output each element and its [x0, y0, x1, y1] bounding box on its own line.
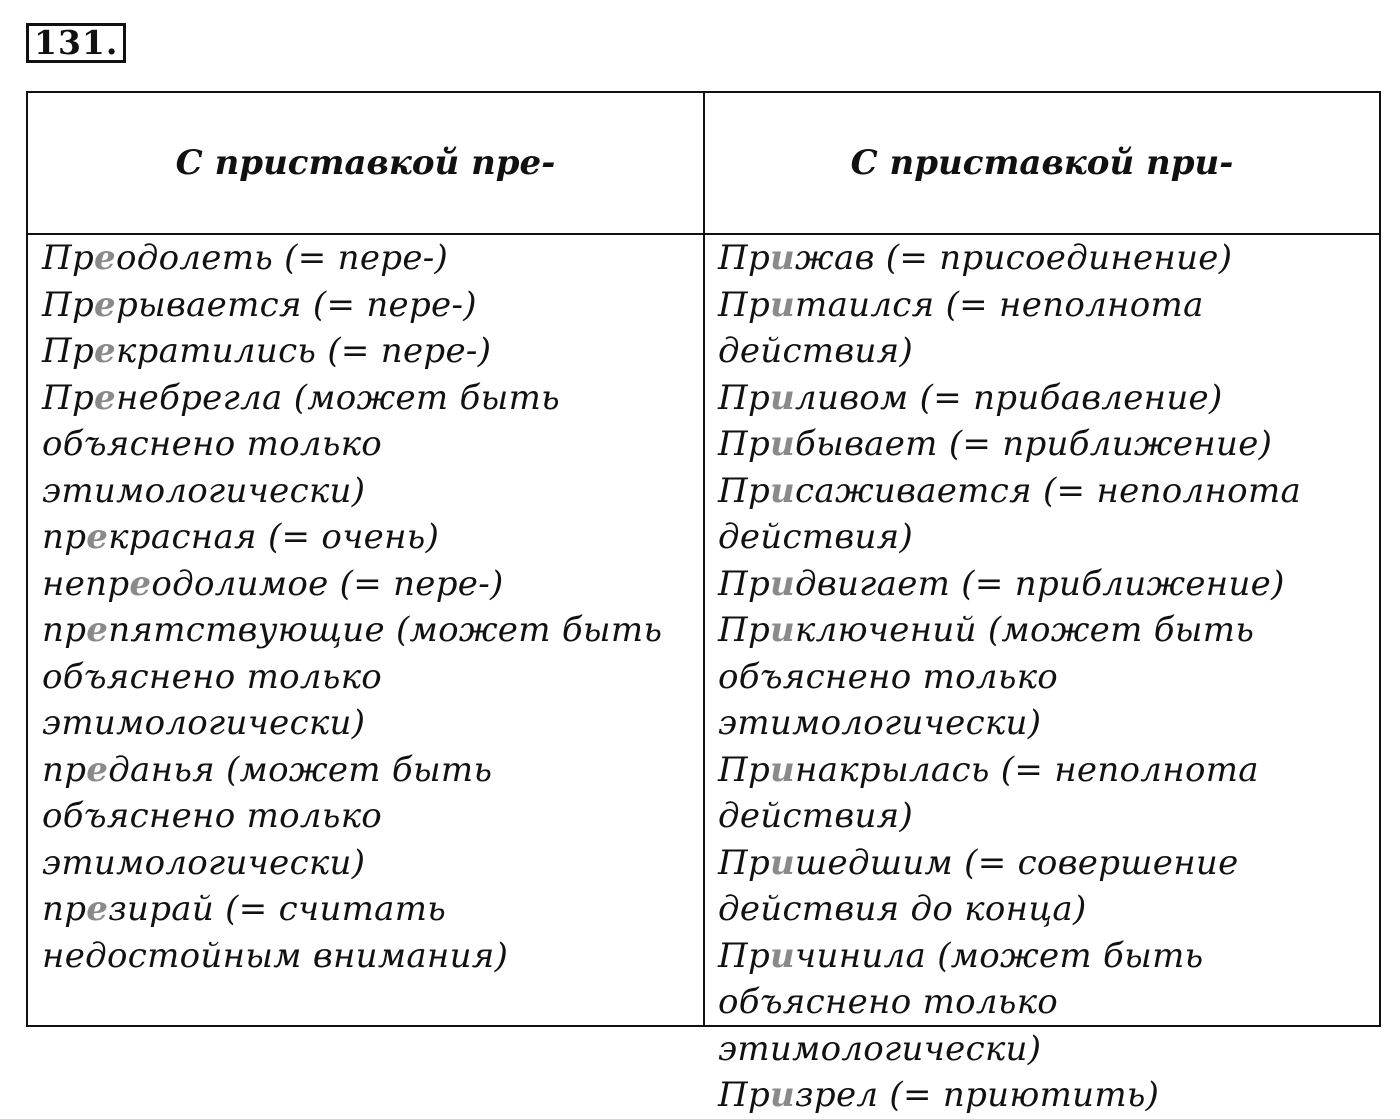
highlighted-vowel: е	[86, 610, 109, 650]
exercise-number: 131.	[26, 23, 126, 63]
highlighted-vowel: и	[770, 238, 796, 278]
word-entry: Прерывается (= пере-)	[42, 284, 477, 325]
word-entry: Преодолеть (= пере-)	[42, 238, 449, 278]
highlighted-vowel: и	[770, 424, 796, 464]
prefix-table	[26, 91, 1381, 1115]
word-entry: прекрасная (= очень)	[42, 517, 440, 557]
column-pre	[42, 235, 692, 979]
highlighted-vowel: и	[770, 284, 796, 325]
word-entry: Приключений (может быть объяснено только этимологически)	[718, 610, 1255, 743]
header-pri: С приставкой при-	[850, 143, 1234, 183]
word-entry: Придвигает (= приближение)	[718, 563, 1285, 604]
word-entry: Прекратились (= пере-)	[42, 331, 492, 371]
word-entry: Причинила (может быть объяснено только этимологически)	[718, 935, 1204, 1069]
highlighted-vowel: и	[770, 377, 796, 418]
word-entry: Прибывает (= приближение)	[718, 424, 1273, 464]
word-entry: препятствующие (может быть объяснено только этимологически)	[42, 610, 663, 743]
word-entry: Принакрылась (= неполнота действия)	[718, 749, 1259, 836]
word-entry: Присаживается (= неполнота действия)	[718, 470, 1302, 557]
column-pri	[718, 235, 1373, 1119]
highlighted-vowel: е	[86, 517, 109, 557]
highlighted-vowel: и	[770, 610, 796, 650]
word-entry: Призрел (= приютить)	[718, 1075, 1160, 1115]
highlighted-vowel: и	[770, 935, 796, 976]
highlighted-vowel: и	[770, 470, 796, 511]
highlighted-vowel: и	[770, 563, 796, 604]
highlighted-vowel: и	[770, 842, 796, 883]
highlighted-vowel: и	[770, 749, 796, 790]
highlighted-vowel: е	[86, 889, 109, 929]
highlighted-vowel: и	[770, 1075, 796, 1115]
highlighted-vowel: е	[94, 377, 116, 418]
highlighted-vowel: е	[129, 563, 152, 604]
word-entry: Притаился (= неполнота действия)	[718, 284, 1204, 371]
word-entry: Приливом (= прибавление)	[718, 377, 1223, 418]
highlighted-vowel: е	[94, 238, 116, 278]
header-pre: С приставкой пре-	[175, 143, 556, 183]
highlighted-vowel: е	[86, 749, 109, 790]
highlighted-vowel: е	[94, 331, 116, 371]
word-entry: Пришедшим (= совершение действия до конца)	[718, 842, 1239, 929]
word-entry: Пренебрегла (может быть объяснено только этимологически)	[42, 377, 560, 511]
word-entry: Прижав (= присоединение)	[718, 238, 1233, 278]
word-entry: презирай (= считать недостойным внимания)	[42, 889, 509, 976]
word-entry: преданья (может быть объяснено только этимологически)	[42, 749, 493, 883]
word-entry: непреодолимое (= пере-)	[42, 563, 504, 604]
highlighted-vowel: е	[94, 284, 116, 325]
